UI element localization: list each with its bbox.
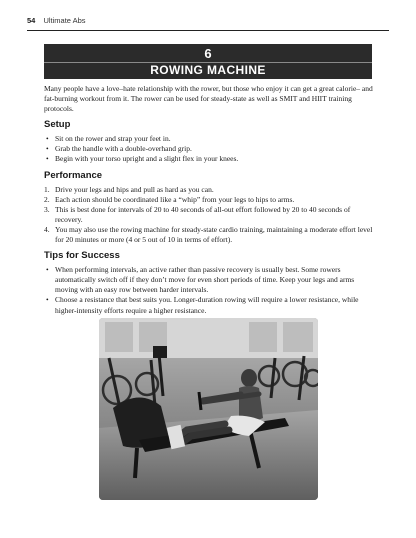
chapter-number: 6	[204, 46, 212, 61]
performance-step	[44, 205, 374, 225]
step-number: 3.	[44, 204, 50, 214]
step-text: You may also use the rowing machine for steady-state cardio training, maintaining a moderate effort level for 20 minutes or more (4 or 5 out of 10 in terms of effort).	[55, 224, 373, 245]
tips-list	[44, 265, 374, 315]
setup-item: • Grab the handle with a double-overhand grip.	[44, 144, 374, 154]
setup-heading: Setup	[44, 119, 71, 131]
rowing-machine-photo	[99, 318, 318, 500]
setup-list	[44, 134, 374, 164]
step-text: Drive your legs and hips and pull as hard as you can.	[55, 184, 214, 194]
step-text: This is best done for intervals of 20 to 40 seconds of all-out effort followed by 20 to 40 seconds of recovery.	[55, 204, 351, 224]
chapter-title: ROWING MACHINE	[150, 63, 266, 77]
running-head	[27, 14, 389, 28]
chapter-header	[44, 44, 372, 79]
performance-list	[44, 185, 374, 246]
step-text: Each action should be coordinated like a “whip” from your legs to hips to arms.	[55, 194, 295, 204]
performance-heading: Performance	[44, 169, 103, 181]
performance-step	[44, 195, 374, 205]
step-number: 4.	[44, 224, 50, 234]
setup-item: • Begin with your torso upright and a slight flex in your knees.	[44, 154, 374, 164]
tip-item: • When performing intervals, an active rather than passive recovery is usually best. Some rowers automatically switch off if they don’t move for even short periods of time. Keep your legs and arms moving with an easy row between harder intervals.	[44, 265, 374, 295]
chapter-header-divider	[44, 62, 372, 63]
article-body	[44, 84, 374, 316]
performance-step	[44, 185, 374, 195]
setup-item: • Sit on the rower and strap your feet in.	[44, 134, 374, 144]
running-head-rule	[27, 30, 389, 31]
performance-step	[44, 225, 374, 245]
tip-item: • Choose a resistance that best suits you. Longer-duration rowing will require a lower resistance, while higher-intensity efforts require a higher resistance.	[44, 295, 374, 315]
page-number: 54	[27, 16, 36, 25]
tips-heading: Tips for Success	[44, 250, 120, 262]
step-number: 1.	[44, 184, 50, 194]
rowing-photo-illustration	[99, 318, 318, 500]
book-title: Ultimate Abs	[43, 16, 86, 25]
intro-paragraph: Many people have a love–hate relationship with the rower, but those who enjoy it can get a great calorie– and fat-burning workout from it. The rower can be used for steady-state as well as SMIT and HIIT training protocols.	[44, 84, 373, 114]
step-number: 2.	[44, 194, 50, 204]
